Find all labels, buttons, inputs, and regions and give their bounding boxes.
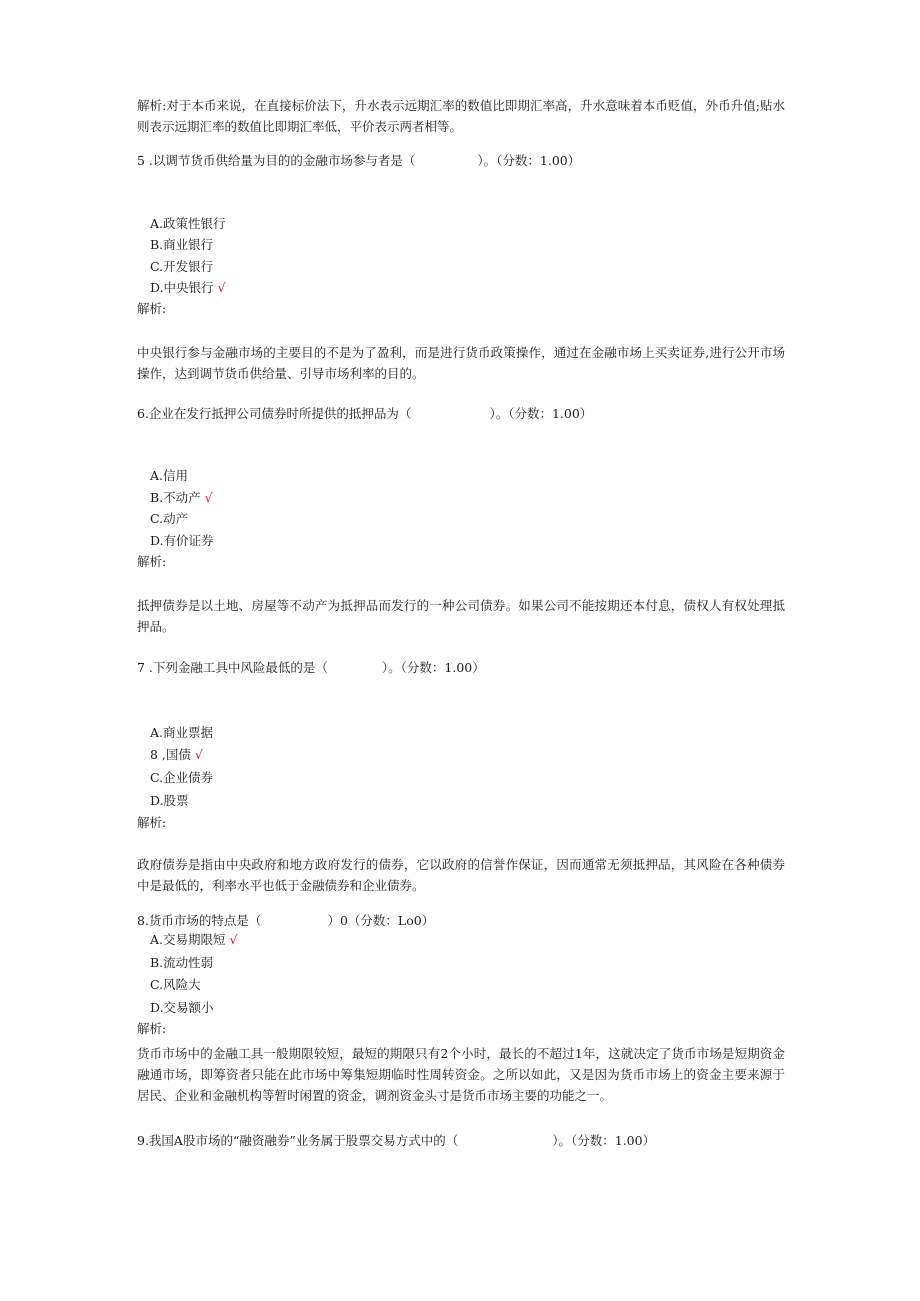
question-5-option-b: B.商业银行 <box>150 237 214 252</box>
question-7-option-c: C.企业债券 <box>150 770 214 785</box>
question-5-analysis-label: 解析: <box>137 301 167 316</box>
question-7-analysis-label: 解析: <box>137 815 167 830</box>
question-5-stem <box>137 153 580 169</box>
question-8-option-c: C.风险大 <box>150 977 201 992</box>
correct-check-icon: √ <box>229 932 238 947</box>
question-8-option-a <box>150 932 237 948</box>
question-7-option-d: D.股票 <box>150 793 189 808</box>
question-6-stem-start: 6.企业在发行抵押公司债券时所提供的抵押品为（ <box>137 406 412 421</box>
question-8-option-b: B.流动性弱 <box>150 955 214 970</box>
question-7-analysis: 政府债券是指由中央政府和地方政府发行的债券，它以政府的信誉作保证，因而通常无须抵押品，其风险在各种债券中是最低的，利率水平也低于金融债券和企业债券。 <box>137 857 785 893</box>
question-6-option-a: A.信用 <box>150 468 189 483</box>
question-9-stem-start: 9.我国A股市场的“融资融券”业务属于股票交易方式中的（ <box>137 1133 459 1148</box>
question-8-option-d: D.交易额小 <box>150 1000 214 1015</box>
correct-check-icon: √ <box>217 280 226 295</box>
question-6-analysis-label: 解析: <box>137 554 167 569</box>
question-5-option-d <box>150 280 226 296</box>
question-8-option-a-label: A.交易期限短 <box>150 932 226 947</box>
question-5-option-c: C.开发银行 <box>150 259 214 274</box>
question-7-option-b-label: 8 ,国债 <box>150 747 191 762</box>
question-7-stem <box>137 660 485 676</box>
question-6-option-b <box>150 490 213 506</box>
question-7-option-a: A.商业票据 <box>150 725 214 740</box>
correct-check-icon: √ <box>194 747 203 762</box>
question-5-analysis: 中央银行参与金融市场的主要目的不是为了盈利，而是进行货币政策操作，通过在金融市场上买卖证券,进行公开市场操作，达到调节货币供给量、引导市场利率的目的。 <box>137 345 785 381</box>
question-6-option-c: C.动产 <box>150 511 189 526</box>
question-7-stem-start: 7 .下列金融工具中风险最低的是（ <box>137 660 328 675</box>
question-6-analysis: 抵押债券是以土地、房屋等不动产为抵押品而发行的一种公司债券。如果公司不能按期还本付息，债权人有权处理抵押品。 <box>137 598 785 634</box>
question-6-option-d: D.有价证券 <box>150 533 214 548</box>
question-5-stem-end: ）。（分数：1.00） <box>477 153 581 168</box>
question-9-stem <box>137 1133 655 1149</box>
question-5-stem-start: 5 .以调节货币供给量为目的的金融市场参与者是（ <box>137 153 416 168</box>
question-7-option-b <box>150 747 203 763</box>
question-6-stem-end: ）。（分数：1.00） <box>489 406 593 421</box>
question-8-stem-end: ）0（分数：Lo0） <box>327 913 435 928</box>
question-6-stem <box>137 406 592 422</box>
correct-check-icon: √ <box>204 490 213 505</box>
question-7-stem-end: ）。（分数：1.00） <box>381 660 485 675</box>
question-5-option-d-label: D.中央银行 <box>150 280 214 295</box>
top-analysis: 解析:对于本币来说，在直接标价法下，升水表示远期汇率的数值比即期汇率高，升水意味着本币贬值，外币升值;贴水则表示远期汇率的数值比即期汇率低，平价表示两者相等。 <box>137 98 785 134</box>
question-9-stem-end: ）。（分数：1.00） <box>552 1133 656 1148</box>
question-8-stem-start: 8.货币市场的特点是（ <box>137 913 262 928</box>
question-8-stem <box>137 913 434 929</box>
question-8-analysis: 货币市场中的金融工具一般期限较短，最短的期限只有2个小时，最长的不超过1年，这就决定了货币市场是短期资金融通市场，即筹资者只能在此市场中筹集短期临时性周转资金。之所以如此，又是因为货币市场上的资金主要来源于居民、企业和金融机构等暂时闲置的资金，调剂资金头寸是货币市场主要的功能之一。 <box>137 1046 785 1103</box>
question-6-option-b-label: B.不动产 <box>150 490 201 505</box>
question-5-option-a: A.政策性银行 <box>150 216 226 231</box>
question-8-analysis-label: 解析: <box>137 1021 167 1036</box>
